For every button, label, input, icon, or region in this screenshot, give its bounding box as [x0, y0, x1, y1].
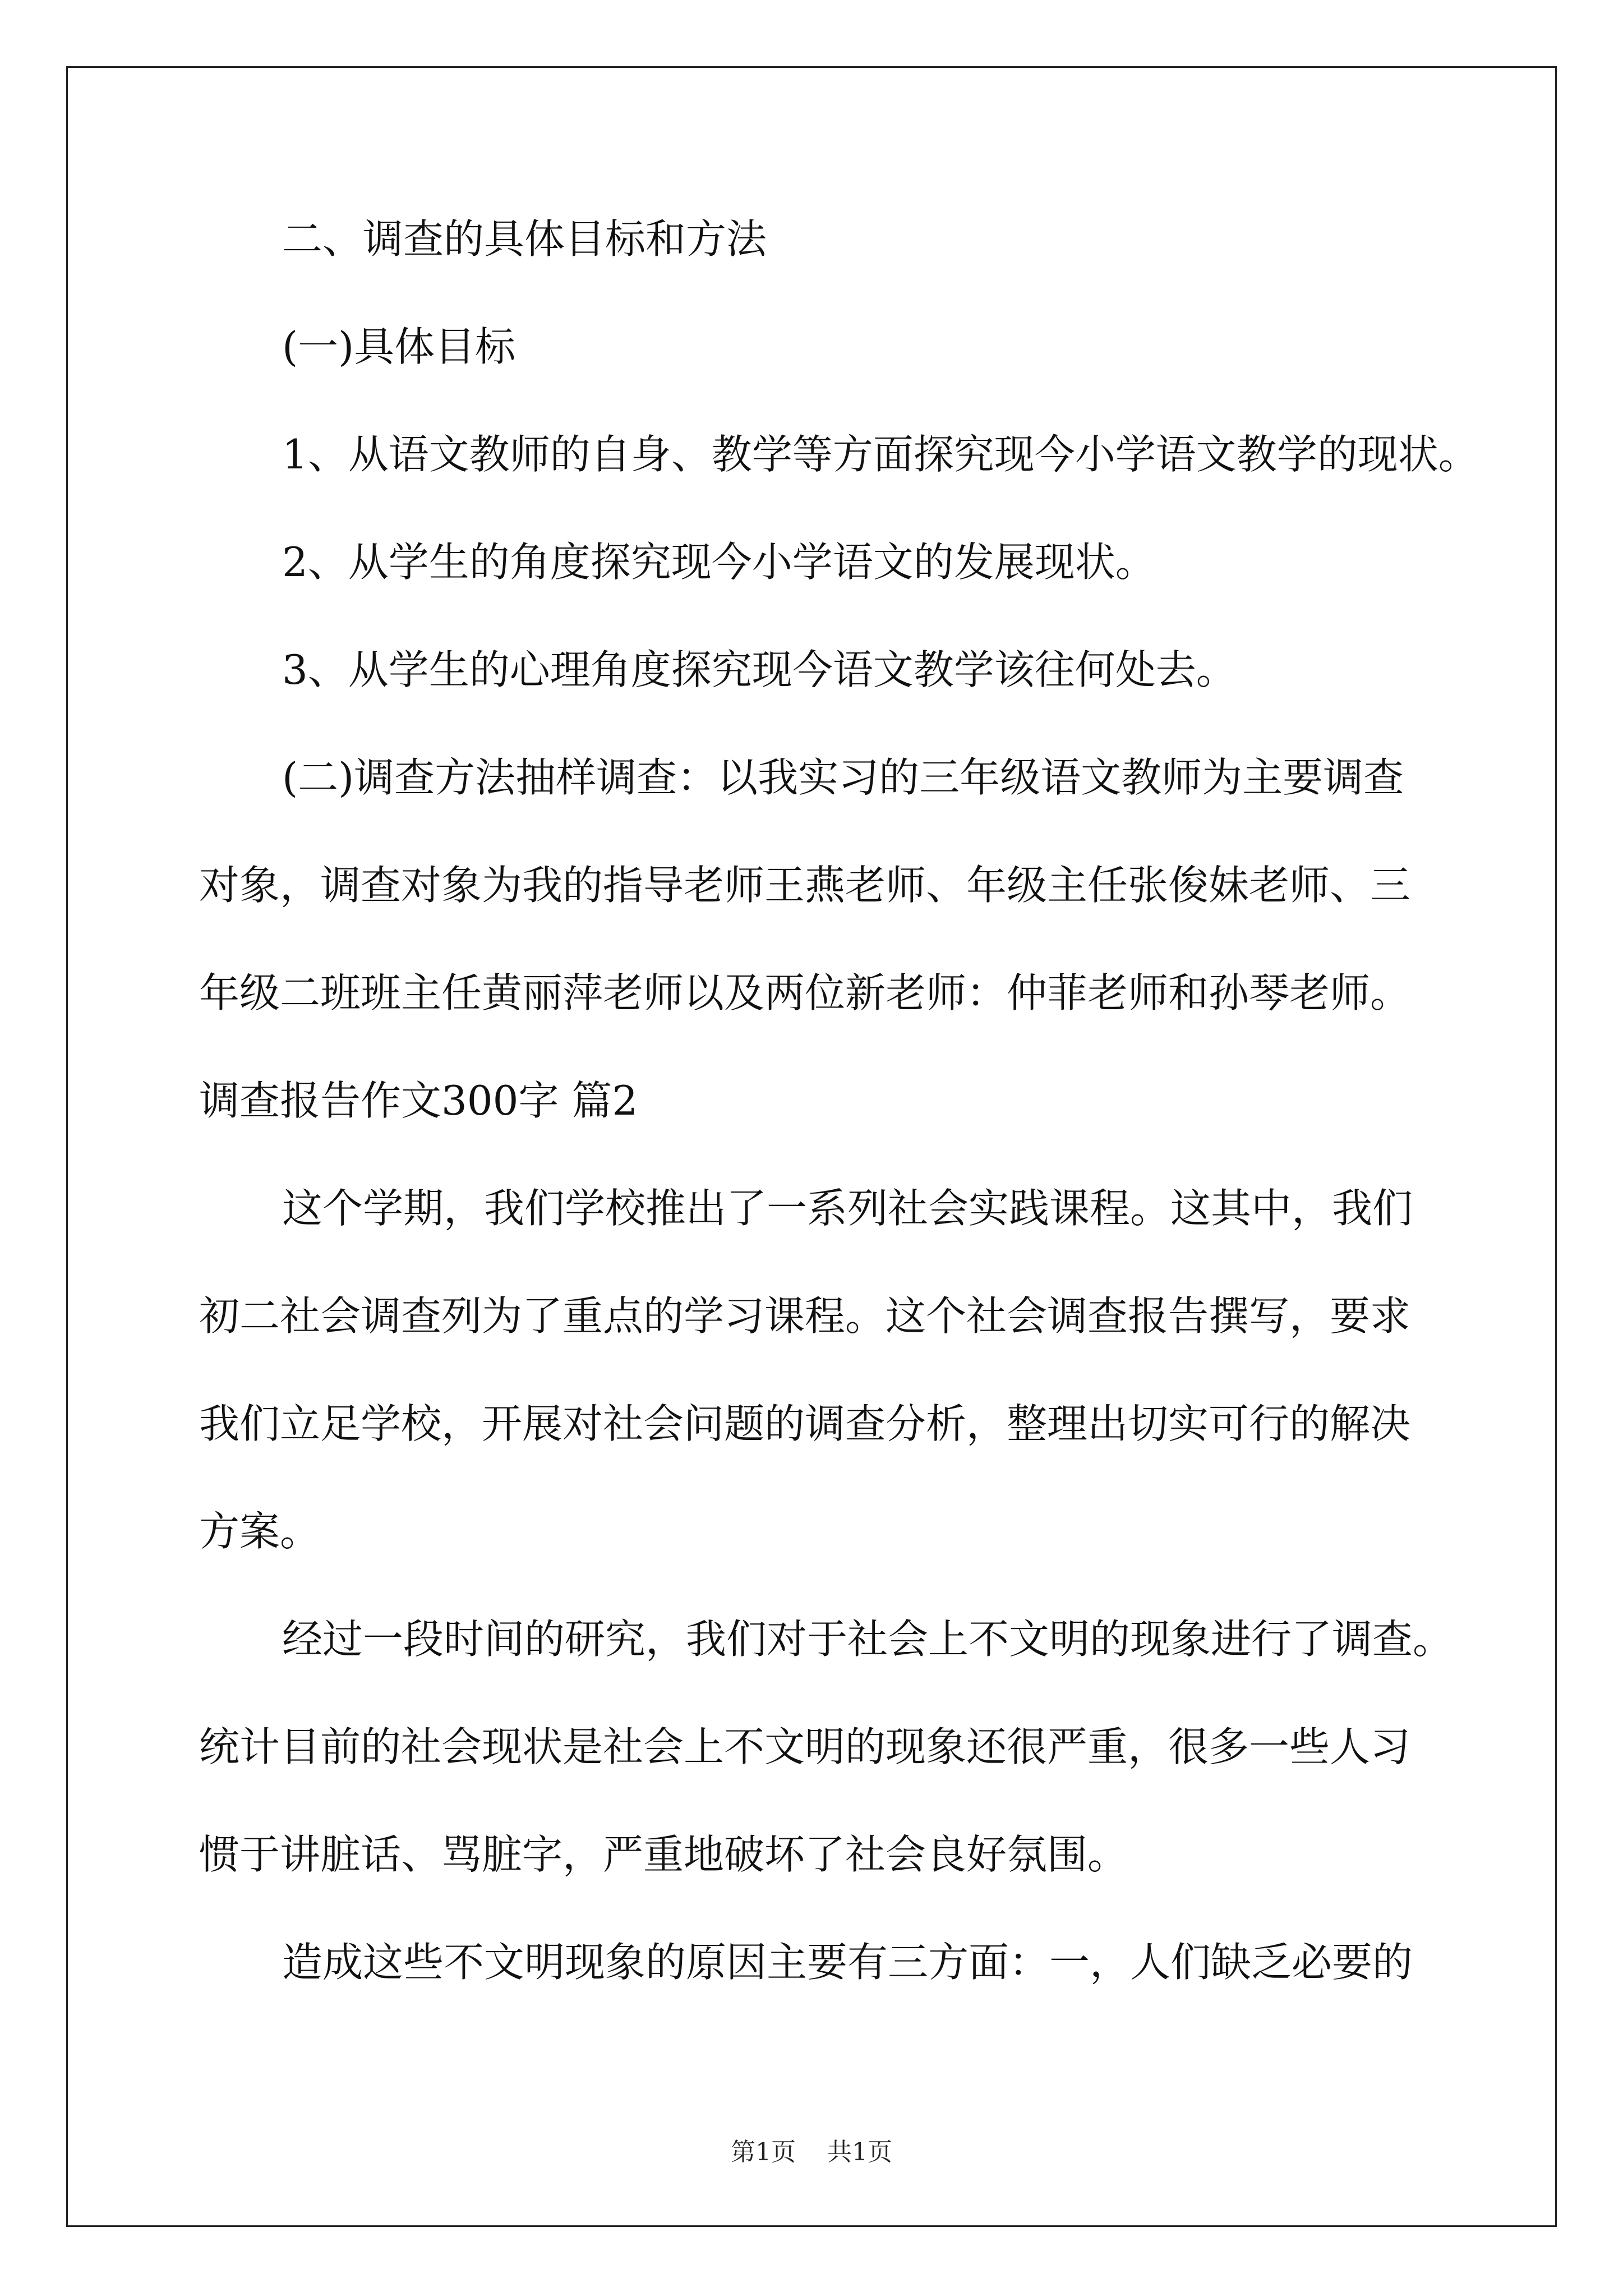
subsection-heading: (一)具体目标 [282, 323, 516, 370]
paragraph-line: (二)调查方法抽样调查：以我实习的三年级语文教师为主要调查 [282, 754, 1404, 801]
paragraph-line: 年级二班班主任黄丽萍老师以及两位新老师：仲菲老师和孙琴老师。 [199, 969, 1411, 1016]
page-footer: 第1页 共1页 [731, 2138, 892, 2166]
paragraph-line: 1、从语文教师的自身、教学等方面探究现今小学语文教学的现状。 [282, 431, 1479, 478]
paragraph-line: 我们立足学校，开展对社会问题的调查分析，整理出切实可行的解决 [199, 1400, 1411, 1447]
section-heading: 二、调查的具体目标和方法 [282, 215, 767, 263]
paragraph-line: 初二社会调查列为了重点的学习课程。这个社会调查报告撰写，要求 [199, 1292, 1411, 1340]
paragraph-line: 2、从学生的角度探究现今小学语文的发展现状。 [282, 539, 1156, 586]
paragraph-line: 造成这些不文明现象的原因主要有三方面：一，人们缺乏必要的 [282, 1939, 1413, 1986]
paragraph-line: 惯于讲脏话、骂脏字，严重地破坏了社会良好氛围。 [199, 1831, 1128, 1878]
document-body [199, 215, 1479, 2050]
paragraph-line: 方案。 [199, 1508, 321, 1555]
paragraph-line: 3、从学生的心理角度探究现今语文教学该往何处去。 [282, 646, 1237, 693]
paragraph-line: 这个学期，我们学校推出了一系列社会实践课程。这其中，我们 [282, 1185, 1413, 1232]
essay-title: 调查报告作文300字 篇2 [199, 1077, 638, 1124]
paragraph-line: 统计目前的社会现状是社会上不文明的现象还很严重，很多一些人习 [199, 1723, 1411, 1770]
paragraph-line: 对象，调查对象为我的指导老师王燕老师、年级主任张俊妹老师、三 [199, 862, 1411, 909]
paragraph-line: 经过一段时间的研究，我们对于社会上不文明的现象进行了调查。 [282, 1616, 1454, 1663]
